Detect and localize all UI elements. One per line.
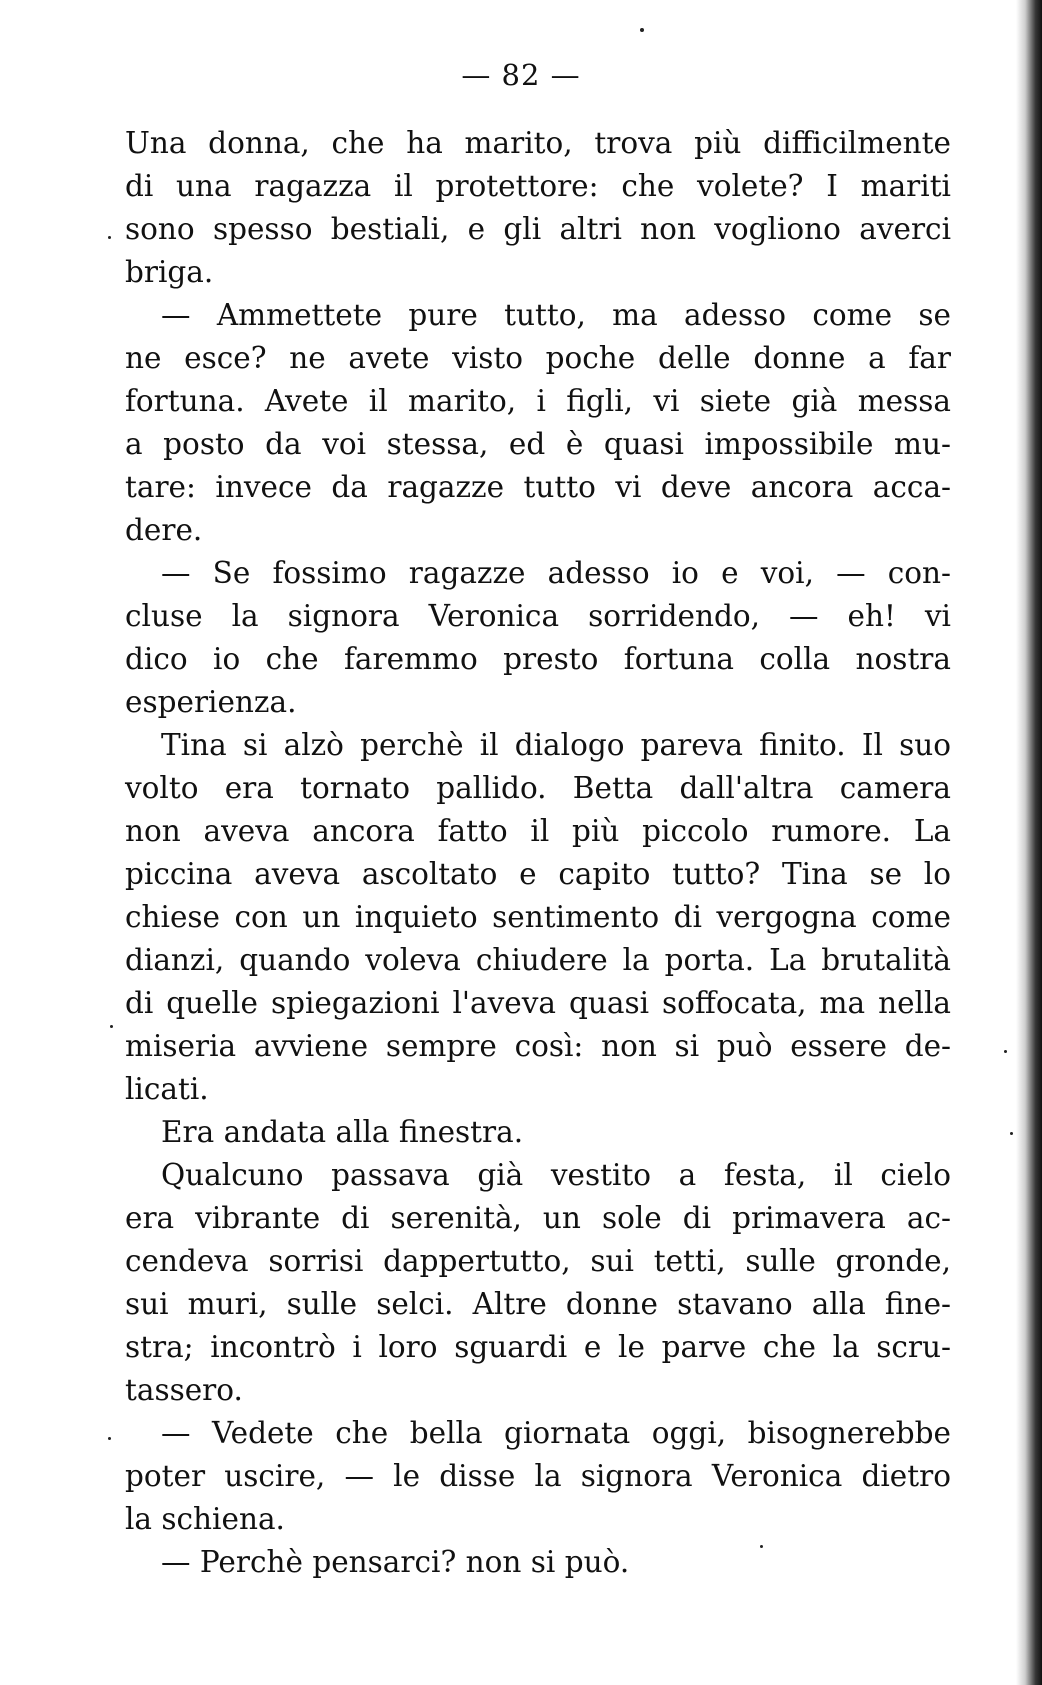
text-line: dianzi, quando voleva chiudere la porta. La brutalità (125, 943, 951, 977)
text-line: ne esce? ne avete visto poche delle donne a far (125, 341, 951, 375)
scan-edge-shadow (1016, 0, 1042, 1685)
text-line: fortuna. Avete il marito, i figli, vi siete già messa (125, 384, 951, 418)
text-line: miseria avviene sempre così: non si può essere de- (125, 1029, 951, 1063)
text-line: — Perchè pensarci? non si può. (161, 1545, 630, 1579)
scan-speck (760, 1545, 763, 1548)
text-line: stra; incontrò i loro sguardi e le parve che la scru- (125, 1330, 951, 1364)
text-line: a posto da voi stessa, ed è quasi impossibile mu- (125, 427, 951, 461)
text-line: sono spesso bestiali, e gli altri non vogliono averci (125, 212, 951, 246)
scan-speck (110, 1025, 113, 1028)
text-line: piccina aveva ascoltato e capito tutto? Tina se lo (125, 857, 951, 891)
text-line: di una ragazza il protettore: che volete? I mariti (125, 169, 951, 203)
text-line: cluse la signora Veronica sorridendo, — eh! vi (125, 599, 951, 633)
text-line: era vibrante di serenità, un sole di primavera ac- (125, 1201, 951, 1235)
scan-speck (640, 28, 644, 32)
text-line: briga. (125, 255, 214, 289)
page-number: — 82 — (461, 58, 581, 92)
body-text (125, 122, 951, 1584)
text-line: chiese con un inquieto sentimento di vergogna come (125, 900, 951, 934)
text-line: la schiena. (125, 1502, 285, 1536)
text-line: dico io che faremmo presto fortuna colla nostra (125, 642, 951, 676)
text-line: poter uscire, — le disse la signora Veronica dietro (125, 1459, 951, 1493)
scan-speck (108, 1437, 111, 1440)
text-line: Tina si alzò perchè il dialogo pareva finito. Il suo (161, 728, 951, 762)
text-line: volto era tornato pallido. Betta dall'altra camera (125, 771, 951, 805)
text-line: dere. (125, 513, 203, 547)
scan-speck (1004, 1050, 1007, 1053)
text-line: tare: invece da ragazze tutto vi deve ancora acca- (125, 470, 951, 504)
scan-speck (108, 236, 111, 239)
text-line: Era andata alla finestra. (161, 1115, 524, 1149)
text-line: — Se fossimo ragazze adesso io e voi, — con- (161, 556, 951, 590)
text-line: Una donna, che ha marito, trova più difficilmente (125, 126, 951, 160)
text-line: — Ammettete pure tutto, ma adesso come se (161, 298, 951, 332)
text-line: Qualcuno passava già vestito a festa, il cielo (161, 1158, 951, 1192)
text-line: sui muri, sulle selci. Altre donne stavano alla fine- (125, 1287, 951, 1321)
text-line: tassero. (125, 1373, 243, 1407)
text-line: — Vedete che bella giornata oggi, bisognerebbe (161, 1416, 951, 1450)
text-line: di quelle spiegazioni l'aveva quasi soffocata, ma nella (125, 986, 951, 1020)
scan-speck (1010, 1132, 1013, 1135)
text-line: cendeva sorrisi dappertutto, sui tetti, sulle gronde, (125, 1244, 951, 1278)
text-line: licati. (125, 1072, 209, 1106)
text-line: esperienza. (125, 685, 297, 719)
text-line: non aveva ancora fatto il più piccolo rumore. La (125, 814, 951, 848)
